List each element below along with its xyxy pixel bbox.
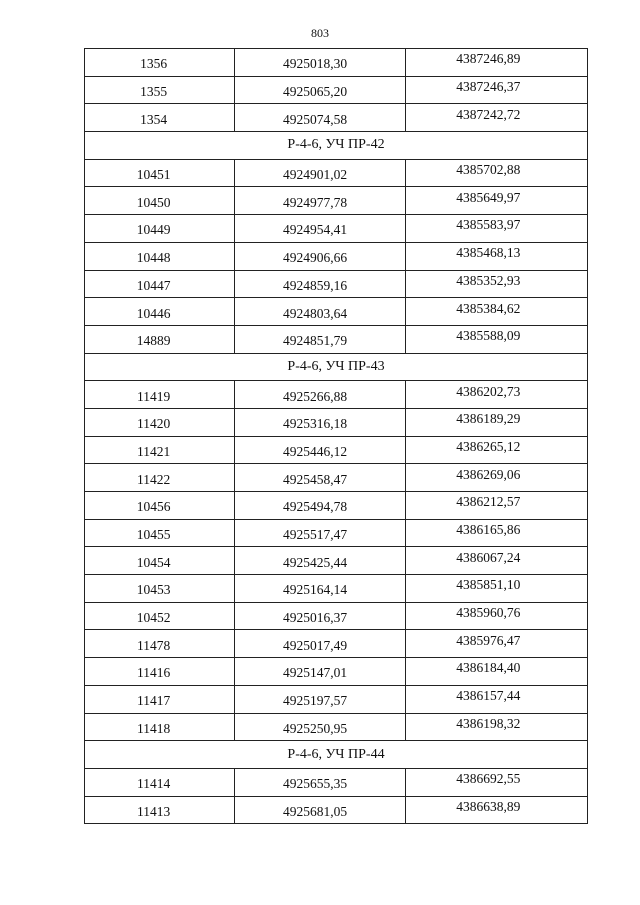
- y-coordinate-cell: [405, 49, 587, 77]
- table-row: [85, 381, 588, 409]
- x-coordinate-cell-text: 4924803,64: [282, 305, 348, 321]
- table-row: [85, 325, 588, 353]
- y-coordinate-cell-text: 4385583,97: [456, 217, 521, 233]
- y-coordinate-cell-text: 4386157,44: [456, 688, 521, 704]
- y-coordinate-cell-text: 4386189,29: [456, 411, 521, 427]
- x-coordinate-cell-text: 4925681,05: [282, 803, 348, 819]
- point-number-cell: [85, 685, 235, 713]
- y-coordinate-cell-text: 4386265,12: [456, 438, 521, 454]
- y-coordinate-cell-text: 4385851,10: [456, 577, 521, 593]
- y-coordinate-cell-text: 4386638,89: [456, 798, 521, 814]
- y-coordinate-cell-text: 4385702,88: [456, 162, 521, 178]
- point-number-cell: [85, 381, 235, 409]
- y-coordinate-cell: [405, 436, 587, 464]
- point-number-cell: [85, 796, 235, 824]
- table-row: [85, 492, 588, 520]
- x-coordinate-cell-text: 4925197,57: [282, 693, 348, 709]
- y-coordinate-cell: [405, 602, 587, 630]
- table-row: [85, 630, 588, 658]
- y-coordinate-cell: [405, 215, 587, 243]
- y-coordinate-cell: [405, 519, 587, 547]
- point-number-cell-text: 11421: [137, 443, 171, 459]
- point-number-cell: [85, 436, 235, 464]
- point-number-cell: [85, 270, 235, 298]
- x-coordinate-cell: [235, 242, 405, 270]
- y-coordinate-cell-text: 4386184,40: [456, 660, 521, 676]
- x-coordinate-cell: [235, 270, 405, 298]
- x-coordinate-cell: [235, 436, 405, 464]
- x-coordinate-cell: [235, 325, 405, 353]
- section-heading: [85, 132, 588, 160]
- y-coordinate-cell-text: 4385649,97: [456, 189, 521, 205]
- table-row: [85, 575, 588, 603]
- x-coordinate-cell: [235, 796, 405, 824]
- x-coordinate-cell-text: 4925017,49: [282, 637, 348, 653]
- x-coordinate-cell: [235, 215, 405, 243]
- x-coordinate-cell-text: 4925147,01: [282, 665, 348, 681]
- table-row: [85, 436, 588, 464]
- y-coordinate-cell-text: 4386165,86: [456, 522, 521, 538]
- table-row: [85, 464, 588, 492]
- y-coordinate-cell: [405, 381, 587, 409]
- point-number-cell: [85, 408, 235, 436]
- point-number-cell-text: 10449: [136, 222, 171, 238]
- section-heading: [85, 741, 588, 769]
- y-coordinate-cell-text: 4386692,55: [456, 771, 521, 787]
- x-coordinate-cell: [235, 575, 405, 603]
- table-row: [85, 298, 588, 326]
- section-heading-text: Р-4-6, УЧ ПР-43: [287, 358, 385, 374]
- x-coordinate-cell: [235, 464, 405, 492]
- table-row: [85, 215, 588, 243]
- section-heading-text: Р-4-6, УЧ ПР-42: [287, 137, 385, 153]
- point-number-cell-text: 1354: [140, 111, 168, 127]
- table-row: [85, 547, 588, 575]
- x-coordinate-cell: [235, 658, 405, 686]
- x-coordinate-cell-text: 4925016,37: [282, 610, 348, 626]
- table-row: [85, 159, 588, 187]
- point-number-cell-text: 11422: [137, 471, 171, 487]
- point-number-cell: [85, 547, 235, 575]
- point-number-cell: [85, 658, 235, 686]
- table-row: [85, 658, 588, 686]
- x-coordinate-cell: [235, 602, 405, 630]
- y-coordinate-cell: [405, 104, 587, 132]
- point-number-cell-text: 10455: [136, 527, 171, 543]
- table-row: [85, 685, 588, 713]
- section-heading-row: [85, 353, 588, 381]
- y-coordinate-cell: [405, 325, 587, 353]
- y-coordinate-cell: [405, 630, 587, 658]
- point-number-cell-text: 1355: [140, 84, 168, 100]
- point-number-cell: [85, 325, 235, 353]
- section-heading: [85, 353, 588, 381]
- coordinates-table-body: [85, 49, 588, 824]
- coordinates-table: [84, 48, 588, 824]
- x-coordinate-cell-text: 4925018,30: [282, 56, 348, 72]
- point-number-cell: [85, 242, 235, 270]
- x-coordinate-cell-text: 4925655,35: [282, 776, 348, 792]
- point-number-cell: [85, 492, 235, 520]
- section-heading-row: [85, 132, 588, 160]
- point-number-cell: [85, 630, 235, 658]
- x-coordinate-cell-text: 4924906,66: [282, 250, 348, 266]
- x-coordinate-cell: [235, 685, 405, 713]
- x-coordinate-cell: [235, 381, 405, 409]
- point-number-cell: [85, 298, 235, 326]
- point-number-cell: [85, 464, 235, 492]
- table-row: [85, 519, 588, 547]
- y-coordinate-cell-text: 4387242,72: [456, 106, 521, 122]
- point-number-cell: [85, 519, 235, 547]
- y-coordinate-cell: [405, 768, 587, 796]
- table-row: [85, 270, 588, 298]
- table-row: [85, 768, 588, 796]
- x-coordinate-cell: [235, 519, 405, 547]
- y-coordinate-cell-text: 4385976,47: [456, 632, 521, 648]
- x-coordinate-cell-text: 4925164,14: [282, 582, 348, 598]
- table-row: [85, 796, 588, 824]
- point-number-cell: [85, 49, 235, 77]
- point-number-cell-text: 10454: [136, 554, 171, 570]
- y-coordinate-cell: [405, 658, 587, 686]
- table-row: [85, 187, 588, 215]
- x-coordinate-cell-text: 4925494,78: [282, 499, 348, 515]
- x-coordinate-cell-text: 4924859,16: [282, 277, 348, 293]
- point-number-cell: [85, 602, 235, 630]
- x-coordinate-cell: [235, 159, 405, 187]
- x-coordinate-cell-text: 4925458,47: [282, 471, 348, 487]
- point-number-cell-text: 11478: [137, 637, 171, 653]
- y-coordinate-cell-text: 4385960,76: [456, 605, 521, 621]
- point-number-cell-text: 11413: [137, 803, 171, 819]
- table-row: [85, 242, 588, 270]
- y-coordinate-cell: [405, 796, 587, 824]
- table-row: [85, 104, 588, 132]
- point-number-cell: [85, 713, 235, 741]
- x-coordinate-cell-text: 4925074,58: [282, 111, 348, 127]
- y-coordinate-cell: [405, 464, 587, 492]
- point-number-cell-text: 14889: [136, 333, 171, 349]
- x-coordinate-cell: [235, 768, 405, 796]
- point-number-cell-text: 1356: [140, 56, 168, 72]
- y-coordinate-cell: [405, 713, 587, 741]
- point-number-cell: [85, 76, 235, 104]
- y-coordinate-cell-text: 4385588,09: [456, 328, 521, 344]
- y-coordinate-cell: [405, 408, 587, 436]
- x-coordinate-cell: [235, 408, 405, 436]
- point-number-cell-text: 11416: [137, 665, 171, 681]
- table-row: [85, 76, 588, 104]
- point-number-cell: [85, 104, 235, 132]
- x-coordinate-cell-text: 4925517,47: [282, 527, 348, 543]
- point-number-cell: [85, 215, 235, 243]
- table-row: [85, 602, 588, 630]
- x-coordinate-cell-text: 4925425,44: [282, 554, 348, 570]
- x-coordinate-cell: [235, 49, 405, 77]
- x-coordinate-cell: [235, 547, 405, 575]
- point-number-cell: [85, 159, 235, 187]
- point-number-cell-text: 10452: [136, 610, 171, 626]
- x-coordinate-cell: [235, 298, 405, 326]
- point-number-cell-text: 10448: [136, 250, 171, 266]
- y-coordinate-cell-text: 4387246,37: [456, 79, 521, 95]
- y-coordinate-cell: [405, 492, 587, 520]
- y-coordinate-cell: [405, 76, 587, 104]
- point-number-cell-text: 11419: [137, 388, 171, 404]
- point-number-cell: [85, 187, 235, 215]
- y-coordinate-cell-text: 4385352,93: [456, 272, 521, 288]
- x-coordinate-cell-text: 4924954,41: [282, 222, 348, 238]
- point-number-cell-text: 10447: [136, 277, 171, 293]
- y-coordinate-cell: [405, 187, 587, 215]
- y-coordinate-cell: [405, 575, 587, 603]
- x-coordinate-cell-text: 4925065,20: [282, 84, 348, 100]
- y-coordinate-cell-text: 4386269,06: [456, 466, 521, 482]
- x-coordinate-cell: [235, 713, 405, 741]
- point-number-cell-text: 10456: [136, 499, 171, 515]
- point-number-cell-text: 10451: [136, 167, 171, 183]
- point-number-cell-text: 11414: [137, 776, 171, 792]
- x-coordinate-cell-text: 4925250,95: [282, 720, 348, 736]
- y-coordinate-cell: [405, 159, 587, 187]
- section-heading-text: Р-4-6, УЧ ПР-44: [287, 746, 385, 762]
- x-coordinate-cell-text: 4925266,88: [282, 388, 348, 404]
- point-number-cell-text: 11420: [137, 416, 171, 432]
- x-coordinate-cell-text: 4925446,12: [282, 443, 348, 459]
- page-number: 803: [311, 26, 329, 40]
- table-row: [85, 408, 588, 436]
- point-number-cell-text: 10446: [136, 305, 171, 321]
- y-coordinate-cell-text: 4385468,13: [456, 245, 521, 261]
- table-row: [85, 713, 588, 741]
- y-coordinate-cell: [405, 242, 587, 270]
- section-heading-row: [85, 741, 588, 769]
- y-coordinate-cell: [405, 298, 587, 326]
- point-number-cell: [85, 575, 235, 603]
- y-coordinate-cell-text: 4386198,32: [456, 715, 521, 731]
- x-coordinate-cell: [235, 630, 405, 658]
- point-number-cell-text: 10453: [136, 582, 171, 598]
- y-coordinate-cell: [405, 547, 587, 575]
- y-coordinate-cell: [405, 685, 587, 713]
- x-coordinate-cell-text: 4924851,79: [282, 333, 348, 349]
- point-number-cell-text: 11418: [137, 720, 171, 736]
- y-coordinate-cell: [405, 270, 587, 298]
- y-coordinate-cell-text: 4387246,89: [456, 51, 521, 67]
- point-number-cell-text: 11417: [137, 693, 171, 709]
- x-coordinate-cell: [235, 187, 405, 215]
- y-coordinate-cell-text: 4386202,73: [456, 383, 521, 399]
- point-number-cell-text: 10450: [136, 194, 171, 210]
- y-coordinate-cell-text: 4386067,24: [456, 549, 521, 565]
- y-coordinate-cell-text: 4385384,62: [456, 300, 521, 316]
- x-coordinate-cell: [235, 104, 405, 132]
- x-coordinate-cell-text: 4925316,18: [282, 416, 348, 432]
- x-coordinate-cell-text: 4924901,02: [282, 167, 348, 183]
- x-coordinate-cell: [235, 492, 405, 520]
- x-coordinate-cell-text: 4924977,78: [282, 194, 348, 210]
- y-coordinate-cell-text: 4386212,57: [456, 494, 521, 510]
- table-row: [85, 49, 588, 77]
- point-number-cell: [85, 768, 235, 796]
- x-coordinate-cell: [235, 76, 405, 104]
